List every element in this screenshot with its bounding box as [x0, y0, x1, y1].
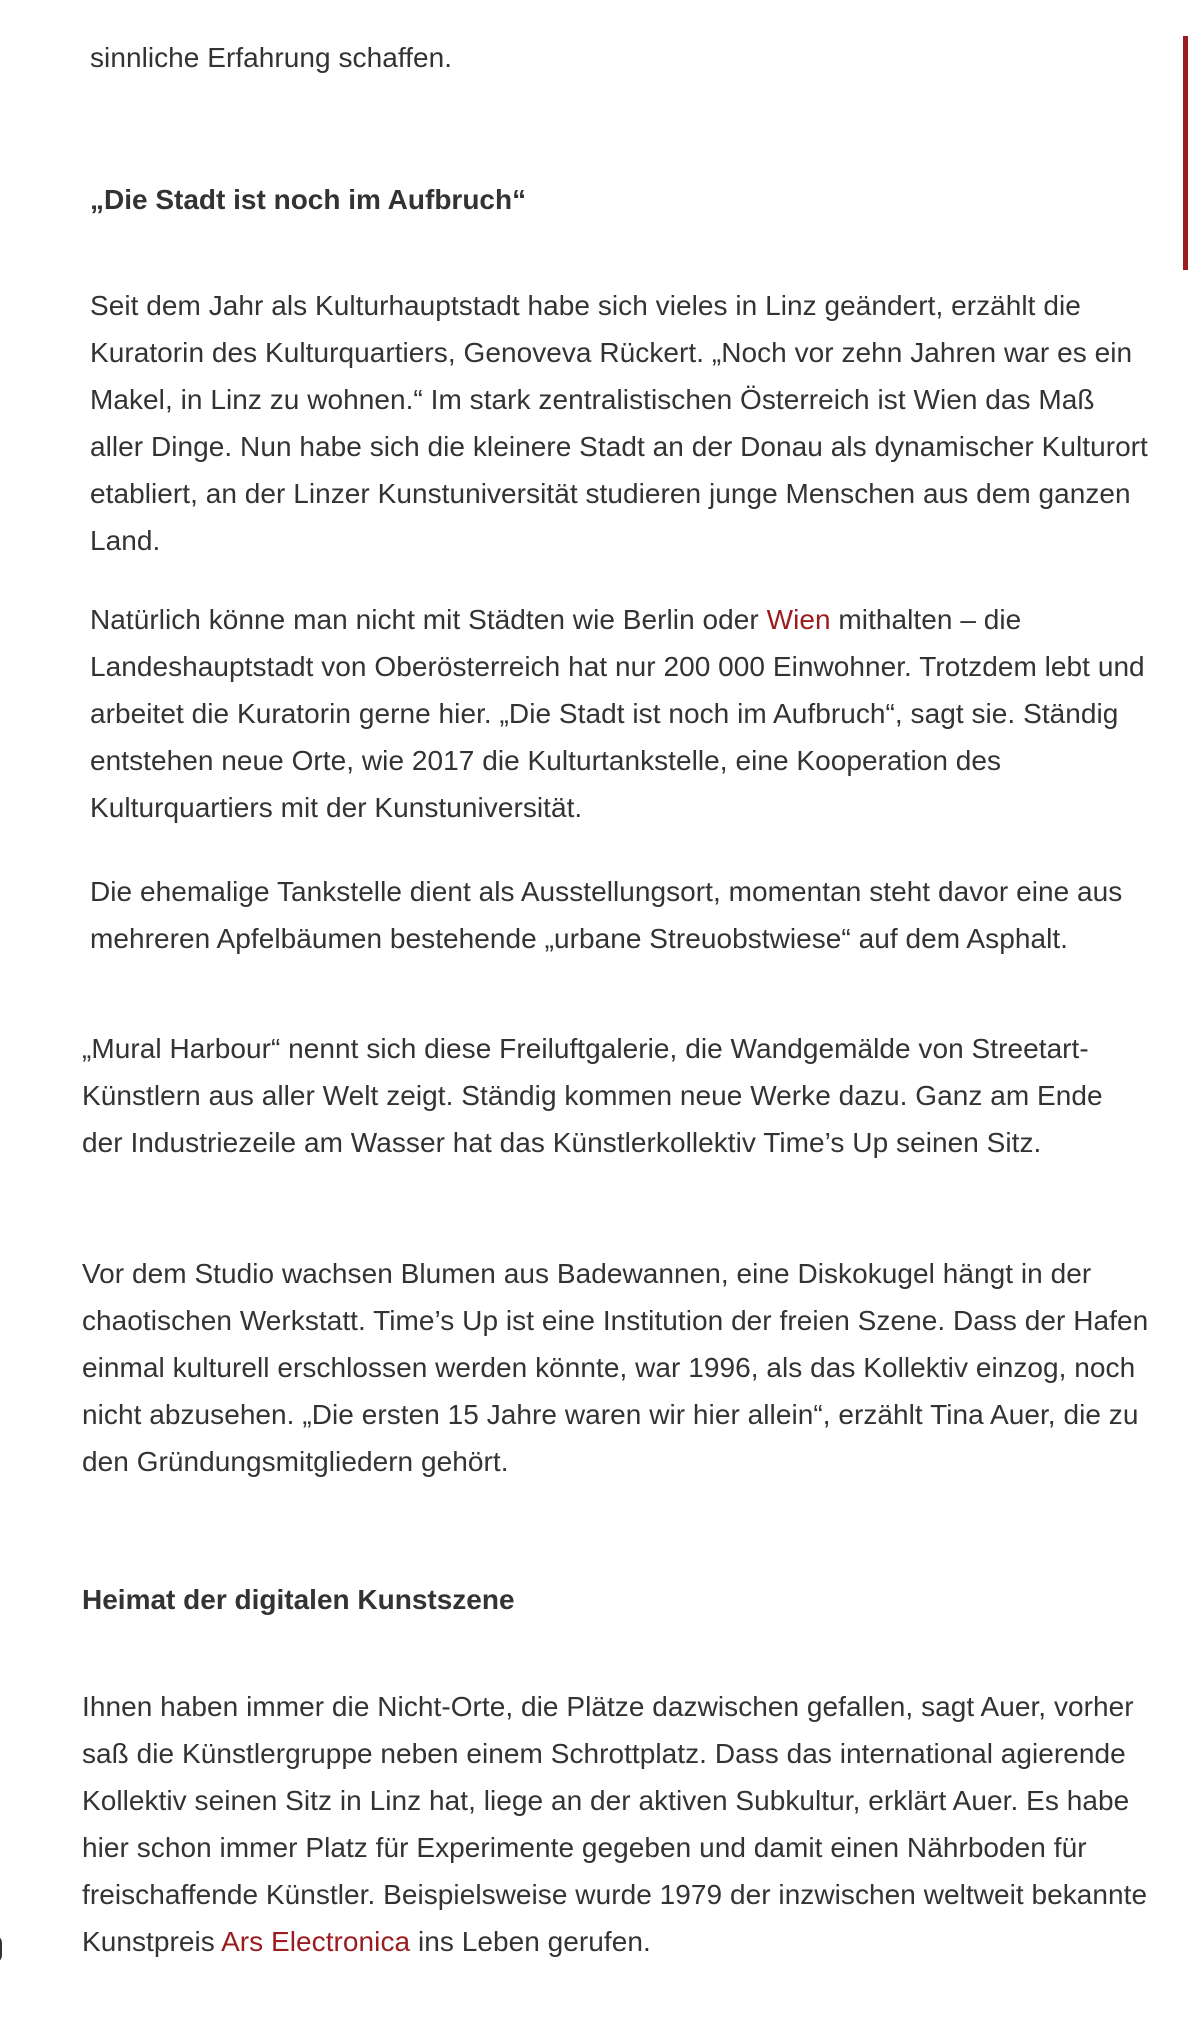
link-ars-electronica[interactable]: Ars Electronica [221, 1926, 411, 1957]
paragraph-mural-harbour: „Mural Harbour“ nennt sich diese Freiluftgalerie, die Wandgemälde von Streetart-Künstlern aus aller Welt zeigt. Ständig kommen neue Werke dazu. Ganz am Ende der Industriezeile am Wasser hat das Künstlerkollektiv Time’s Up seinen Sitz. [82, 1033, 1103, 1158]
scroll-indicator[interactable] [1183, 36, 1188, 270]
section-heading-digital: Heimat der digitalen Kunstszene [82, 1584, 515, 1615]
edge-marker-icon [0, 1935, 2, 1963]
paragraph-times-up: Vor dem Studio wachsen Blumen aus Badewannen, eine Diskokugel hängt in der chaotischen Werkstatt. Time’s Up ist eine Institution der freien Szene. Dass der Hafen einmal kulturell erschlossen werden könnte, war 1996, als das Kollektiv einzog, noch nicht abzusehen. „Die ersten 15 Jahre waren wir hier allein“, erzählt Tina Auer, die zu den Gründungsmitgliedern gehört. [82, 1258, 1149, 1477]
paragraph-kulturhauptstadt: Seit dem Jahr als Kulturhauptstadt habe sich vieles in Linz geändert, erzählt die Kuratorin des Kulturquartiers, Genoveva Rückert. „Noch vor zehn Jahren war es ein Makel, in Linz zu wohnen.“ Im stark zentralistischen Österreich ist Wien das Maß aller Dinge. Nun habe sich die kleinere Stadt an der Donau als dynamischer Kulturort etabliert, an der Linzer Kunstuniversität studieren junge Menschen aus dem ganzen Land. [90, 290, 1148, 556]
link-wien[interactable]: Wien [766, 604, 831, 635]
paragraph-text: mithalten – die Landeshauptstadt von Oberösterreich hat nur 200 000 Einwohner. Trotzdem lebt und arbeitet die Kuratorin gerne hier. „Die Stadt ist noch im Aufbruch“, sagt sie. Ständig entstehen neue Orte, wie 2017 die Kulturtankstelle, eine Kooperation des Kulturquartiers mit der Kunstuniversität. [90, 604, 1145, 823]
paragraph-text: ins Leben gerufen. [410, 1926, 651, 1957]
paragraph-text: Ihnen haben immer die Nicht-Orte, die Plätze dazwischen gefallen, sagt Auer, vorher saß die Künstlergruppe neben einem Schrottplatz. Dass das international agierende Kollektiv seinen Sitz in Linz hat, liege an der aktiven Subkultur, erklärt Auer. Es habe hier schon immer Platz für Experimente gegeben und damit einen Nährboden für freischaffende Künstler. Beispielsweise wurde 1979 der inzwischen weltweit bekannte Kunstpreis [82, 1691, 1148, 1957]
paragraph-text: Natürlich könne man nicht mit Städten wie Berlin oder [90, 604, 767, 635]
paragraph-tankstelle: Die ehemalige Tankstelle dient als Ausstellungsort, momentan steht davor eine aus mehreren Apfelbäumen bestehende „urbane Streuobstwiese“ auf dem Asphalt. [90, 876, 1123, 954]
section-heading-aufbruch: „Die Stadt ist noch im Aufbruch“ [90, 184, 527, 215]
paragraph-nicht-orte [82, 1683, 1150, 1965]
paragraph-wien-comparison [90, 596, 1150, 831]
paragraph-intro-end: sinnliche Erfahrung schaffen. [90, 42, 453, 73]
